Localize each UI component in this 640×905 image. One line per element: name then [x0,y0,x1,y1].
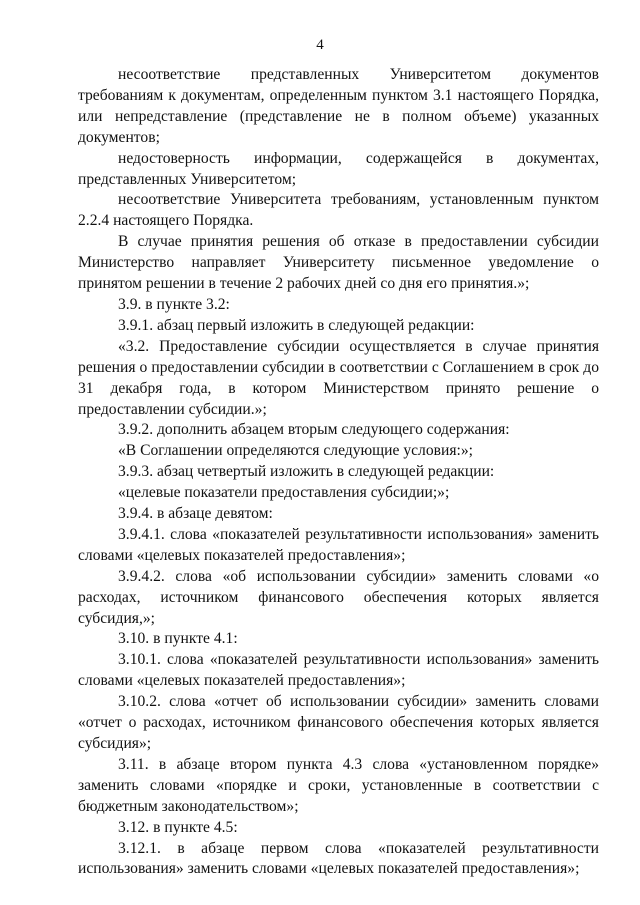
paragraph-20: 3.12.1. в абзаце первом слова «показателей результативности использования» заменить словами «целевых показателей предоставления»; [78,839,599,878]
paragraph-19: 3.12. в пункте 4.5: [118,818,238,836]
paragraph-11: «целевые показатели предоставления субсидии;»; [118,484,450,502]
paragraph-2: недостоверность информации, содержащейся в документах, представленных Университетом; [78,149,599,188]
paragraph-1: несоответствие представленных Университетом документов требованиям к документам, определенным пунктом 3.1 настоящего Порядка, или непредставление (представление не в полном объеме) указанных документов; [78,66,599,146]
paragraph-7: «3.2. Предоставление субсидии осуществляется в случае принятия решения о предоставлении субсидии в соответствии с Соглашением в срок до 31 декабря года, в котором Министерством принято решение о предоставлении субсидии.»; [78,337,599,418]
document-body [78,65,599,880]
paragraph-12: 3.9.4. в абзаце девятом: [118,505,273,523]
paragraph-16: 3.10.1. слова «показателей результативности использования» заменить словами «целевых показателей предоставления»; [78,651,599,690]
paragraph-6: 3.9.1. абзац первый изложить в следующей редакции: [118,316,475,334]
paragraph-18: 3.11. в абзаце втором пункта 4.3 слова «установленном порядке» заменить словами «порядке и сроки, установленные в соответствии с бюджетным законодательством»; [78,755,599,815]
paragraph-4: В случае принятия решения об отказе в предоставлении субсидии Министерство направляет Университету письменное уведомление о принятом решении в течение 2 рабочих дней со дня его принятия.»; [78,233,599,293]
paragraph-14: 3.9.4.2. слова «об использовании субсидии» заменить словами «о расходах, источником финансового обеспечения которых является субсидия,»; [78,567,599,627]
paragraph-13: 3.9.4.1. слова «показателей результативности использования» заменить словами «целевых показателей предоставления»; [78,525,599,564]
paragraph-17: 3.10.2. слова «отчет об использовании субсидии» заменить словами «отчет о расходах, источником финансового обеспечения которых является субсидия»; [78,693,599,752]
paragraph-15: 3.10. в пункте 4.1: [118,630,238,648]
paragraph-3: несоответствие Университета требованиям, установленным пунктом 2.2.4 настоящего Порядка. [78,191,599,230]
paragraph-10: 3.9.3. абзац четвертый изложить в следующей редакции: [118,463,495,481]
paragraph-9: «В Соглашении определяются следующие условия:»; [118,442,473,460]
paragraph-5: 3.9. в пункте 3.2: [118,295,230,313]
page-number: 4 [316,37,324,53]
paragraph-8: 3.9.2. дополнить абзацем вторым следующего содержания: [118,421,510,439]
